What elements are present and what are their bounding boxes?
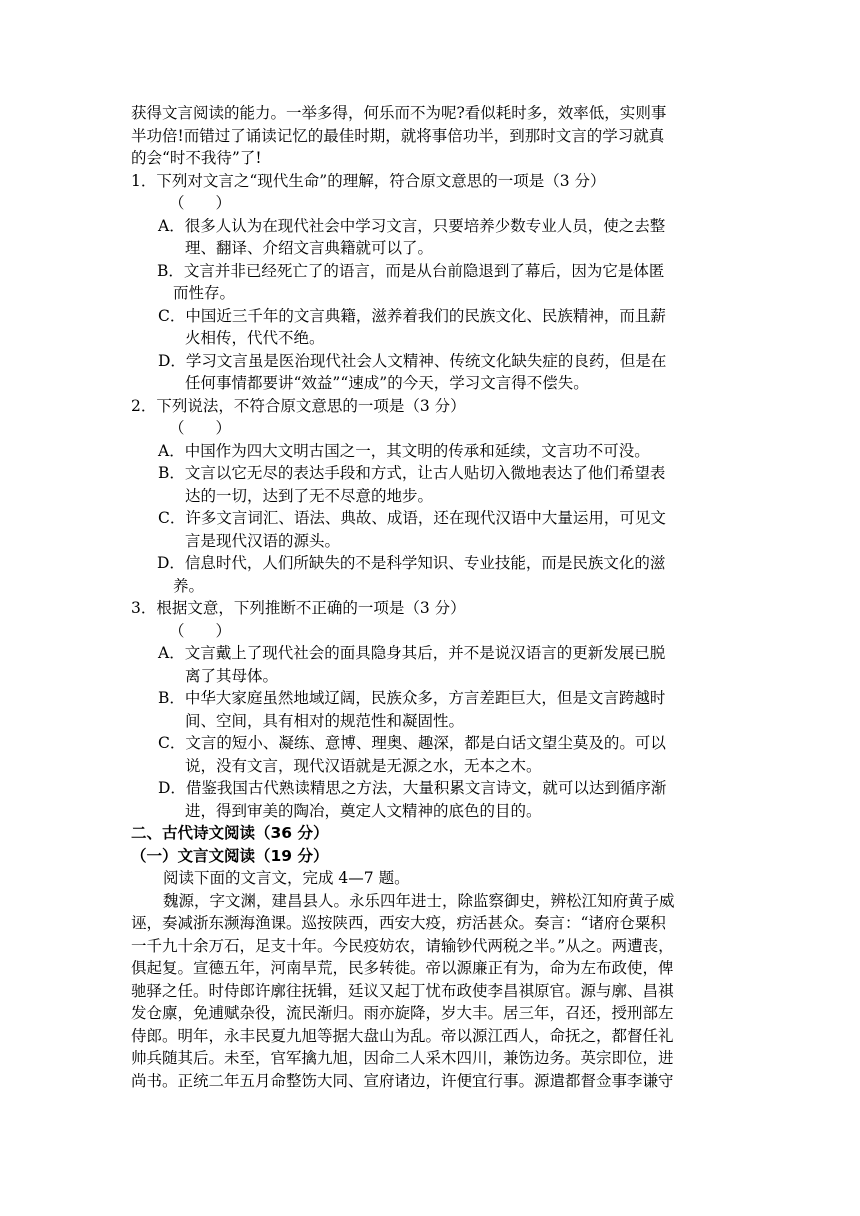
passage-line: 驰驿之任。时侍郎许廓往抚辑，廷议又起丁忧布政使李昌祺原官。源与廓、昌祺 <box>131 981 674 1000</box>
answer-blank: （ ） <box>169 419 232 437</box>
option-c: C．文言的短小、凝练、意博、理奥、趣深，都是白话文望尘莫及的。可以 说，没有文言，现代汉语就是无源之水，无本之木。 <box>158 734 666 775</box>
passage-line: 帅兵随其后。未至，官军擒九旭，因命二人采木四川，兼饬边务。英宗即位，进 <box>131 1049 674 1067</box>
document-body <box>131 102 741 1092</box>
question-2 <box>131 395 741 598</box>
option-a: A．文言戴上了现代社会的面具隐身其后，并不是说汉语言的更新发展已脱 离了其母体。 <box>158 644 666 685</box>
classical-passage <box>131 890 741 1093</box>
option-d: D．信息时代，人们所缺失的不是科学知识、专业技能，而是民族文化的滋 养。 <box>157 554 666 595</box>
passage-line: 魏源，字文渊，建昌县人。永乐四年进士，除监察御史，辨松江知府黄子威 <box>163 891 675 910</box>
intro-paragraph <box>131 102 741 170</box>
question-stem: 2．下列说法，不符合原文意思的一项是（3 分） <box>131 396 466 415</box>
option-d: D．借鉴我国古代熟读精思之方法，大量积累文言诗文，就可以达到循序渐 进，得到审美的陶冶，奠定人文精神的底色的目的。 <box>158 779 667 820</box>
answer-blank: （ ） <box>169 194 232 212</box>
intro-line: 的会“时不我待”了! <box>131 149 262 167</box>
passage-line: 俱起复。宣德五年，河南旱荒，民多转徙。帝以源廉正有为，命为左布政使，俾 <box>131 959 674 977</box>
question-3 <box>131 597 741 822</box>
option-a: A．很多人认为在现代社会中学习文言，只要培养少数专业人员，使之去整 理、翻译、介绍文言典籍就可以了。 <box>158 216 666 257</box>
question-1 <box>131 170 741 395</box>
question-stem: 3．根据文意，下列推断不正确的一项是（3 分） <box>131 599 466 617</box>
option-b: B．文言以它无尽的表达手段和方式，让古人贴切入微地表达了他们希望表 达的一切，达到了无不尽意的地步。 <box>158 464 666 505</box>
passage-line: 一千九十余万石，足支十年。今民疫妨农，请输钞代两税之半。”从之。两遭丧， <box>131 936 674 955</box>
passage-line: 诬，奏减浙东濒海渔课。巡按陕西，西安大疫，疠活甚众。奏言：“诸府仓粟积 <box>131 914 666 932</box>
question-stem: 1．下列对文言之“现代生命”的理解，符合原文意思的一项是（3 分） <box>131 171 606 190</box>
option-b: B．中华大家庭虽然地域辽阔，民族众多，方言差距巨大，但是文言跨越时 间、空间，具有相对的规范性和凝固性。 <box>158 689 666 730</box>
option-a: A．中国作为四大文明古国之一，其文明的传承和延续，文言功不可没。 <box>158 441 650 460</box>
intro-line: 半功倍!而错过了诵读记忆的最佳时期，就将事倍功半，到那时文言的学习就真 <box>131 126 665 145</box>
sub-heading: （一）文言文阅读（19 分） <box>131 846 329 865</box>
section-heading: 二、古代诗文阅读（36 分） <box>131 824 329 842</box>
answer-blank: （ ） <box>169 621 232 640</box>
intro-line: 获得文言阅读的能力。一举多得，何乐而不为呢?看似耗时多，效率低，实则事 <box>131 104 667 122</box>
option-d: D．学习文言虽是医治现代社会人文精神、传统文化缺失症的良药，但是在 任何事情都要讲“效益”“速成”的今天，学习文言得不偿失。 <box>158 351 667 392</box>
passage-line: 尚书。正统二年五月命整饬大同、宣府诸边，许便宜行事。源遣都督佥事李谦守 <box>131 1071 674 1090</box>
passage-line: 发仓廪，免逋赋杂役，流民渐归。雨亦旋降，岁大丰。居三年，召还，授刑部左 <box>131 1004 674 1022</box>
reading-instruction: 阅读下面的文言文，完成 4—7 题。 <box>163 869 410 887</box>
option-b: B．文言并非已经死亡了的语言，而是从台前隐退到了幕后，因为它是体匿 而性存。 <box>157 261 665 302</box>
option-c: C．中国近三千年的文言典籍，滋养着我们的民族文化、民族精神，而且薪 火相传，代代不绝。 <box>158 306 666 347</box>
passage-line: 侍郎。明年，永丰民夏九旭等据大盘山为乱。帝以源江西人，命抚之，都督任礼 <box>131 1026 674 1045</box>
option-c: C．许多文言词汇、语法、典故、成语，还在现代汉语中大量运用，可见文 言是现代汉语的源头。 <box>158 509 666 550</box>
